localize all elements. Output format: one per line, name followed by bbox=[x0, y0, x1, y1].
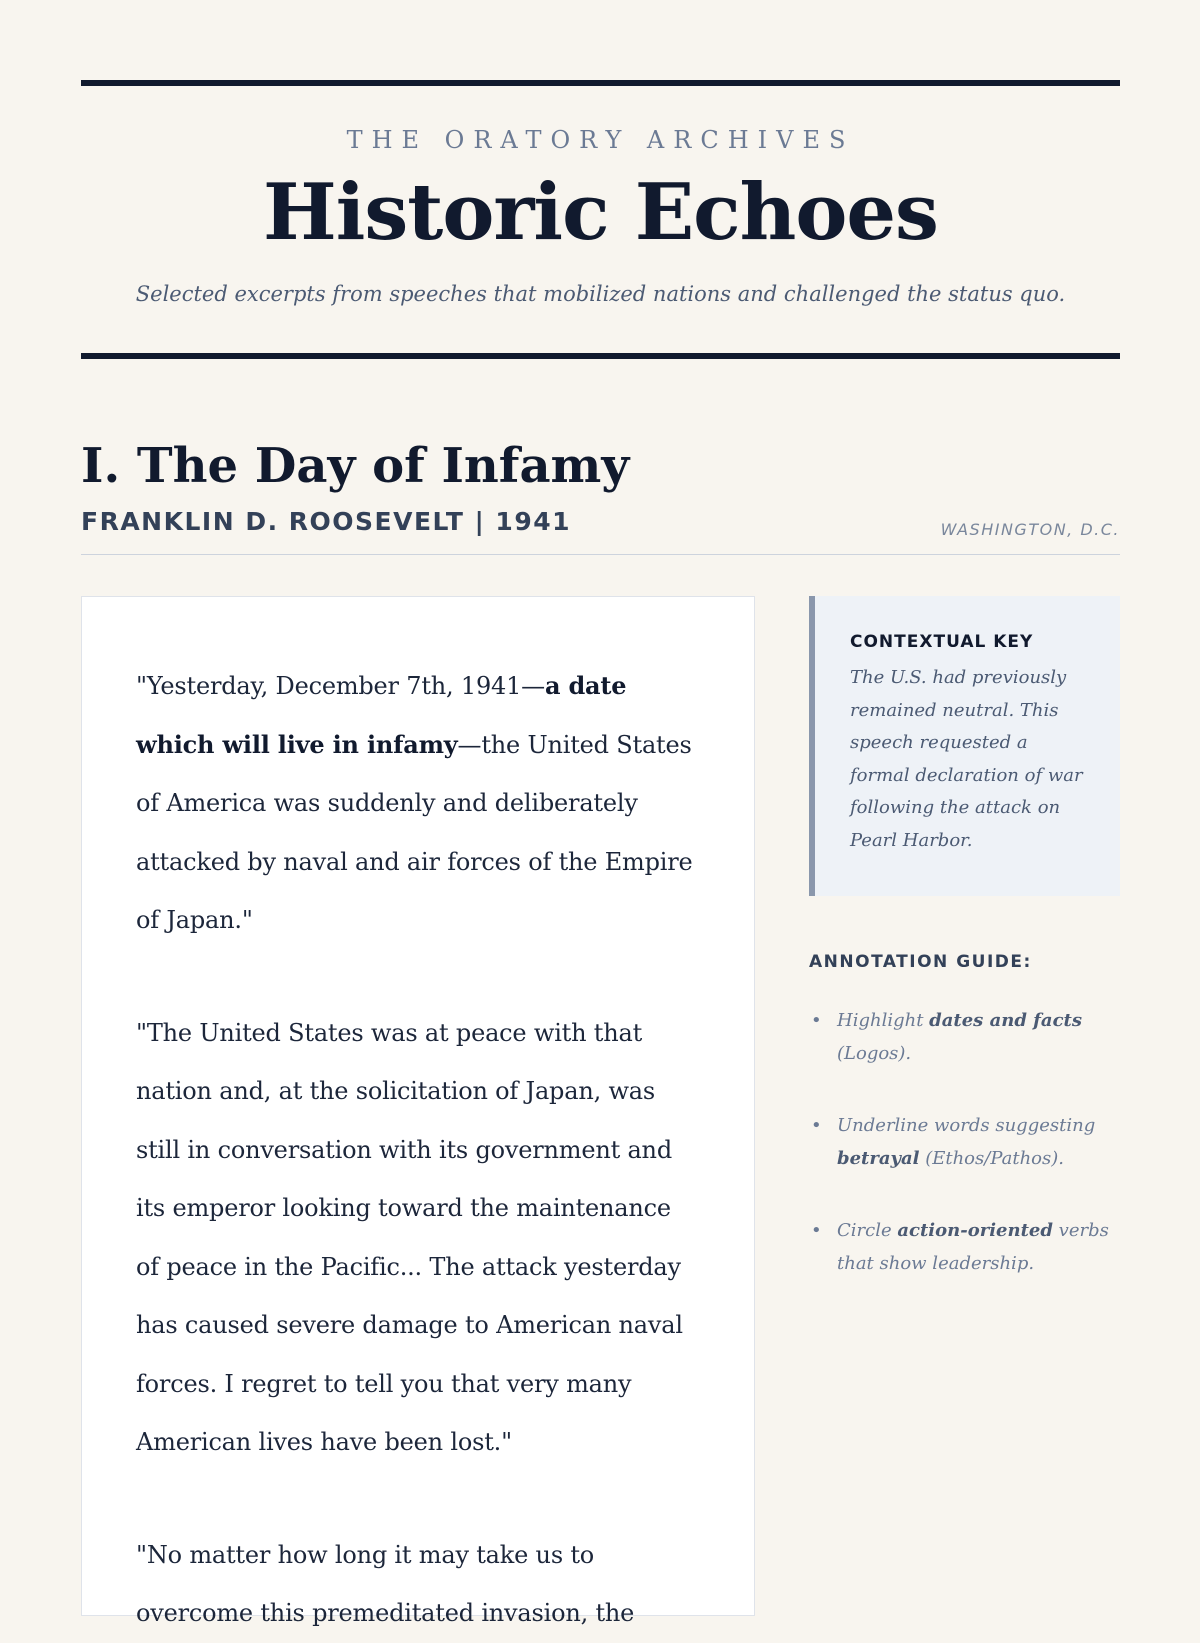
speaker-byline: FRANKLIN D. ROOSEVELT | 1941 bbox=[81, 507, 572, 536]
contextual-key-heading: CONTEXTUAL KEY bbox=[850, 632, 1034, 652]
excerpt-paragraph: "The United States was at peace with that nation and, at the solicitation of Japan, was still in conversation with its government and its emperor looking toward the maintenance of peace in the Pacific... The attack yesterday has caused severe damage to American naval forces. I regret to tell you that very many American lives have been lost." bbox=[136, 1018, 683, 1456]
excerpt-text: —the United States of America was suddenly and deliberately attacked by naval and air forces of the Empire of Japan." bbox=[136, 730, 693, 934]
bullet-icon: • bbox=[811, 1010, 822, 1031]
section-divider bbox=[81, 554, 1120, 555]
masthead-subtitle: Selected excerpts from speeches that mobilized nations and challenged the status quo. bbox=[135, 282, 1066, 306]
excerpt-paragraph: "No matter how long it may take us to overcome this premeditated invasion, the bbox=[136, 1540, 635, 1627]
masthead-title: Historic Echoes bbox=[263, 167, 938, 258]
guide-text: (Ethos/Pathos). bbox=[919, 1148, 1064, 1169]
guide-text: (Logos). bbox=[837, 1043, 912, 1064]
guide-text: verbs that show leadership. bbox=[837, 1220, 1109, 1274]
masthead-top-rule bbox=[81, 80, 1120, 86]
contextual-key-box bbox=[809, 596, 1120, 896]
excerpt-text: "Yesterday, December 7th, 1941— bbox=[136, 672, 545, 700]
list-item bbox=[809, 1109, 1120, 1175]
excerpt-paragraph bbox=[136, 657, 700, 950]
guide-emphasis: betrayal bbox=[837, 1148, 920, 1169]
masthead-bottom-rule bbox=[81, 353, 1120, 359]
speech-location: WASHINGTON, D.C. bbox=[940, 520, 1120, 539]
annotation-guide-list bbox=[809, 1004, 1120, 1319]
bullet-icon: • bbox=[811, 1220, 822, 1241]
guide-emphasis: action-oriented bbox=[897, 1220, 1053, 1241]
section-title: I. The Day of Infamy bbox=[81, 438, 630, 494]
list-item bbox=[809, 1004, 1120, 1070]
guide-emphasis: dates and facts bbox=[929, 1010, 1082, 1031]
annotation-guide-heading: ANNOTATION GUIDE: bbox=[809, 952, 1032, 972]
masthead-kicker: THE ORATORY ARCHIVES bbox=[346, 126, 855, 154]
guide-text: Circle bbox=[837, 1220, 898, 1241]
bullet-icon: • bbox=[811, 1115, 822, 1136]
speech-excerpt-card bbox=[81, 596, 755, 1627]
contextual-key-text: The U.S. had previously remained neutral. This speech requested a formal declaration of war following the attack on Pearl Harbor. bbox=[850, 667, 1083, 851]
list-item bbox=[809, 1214, 1120, 1280]
guide-text: Highlight bbox=[837, 1010, 930, 1031]
guide-text: Underline words suggesting bbox=[837, 1115, 1096, 1136]
excerpt-emphasis: a date which will live in infamy bbox=[136, 671, 627, 759]
